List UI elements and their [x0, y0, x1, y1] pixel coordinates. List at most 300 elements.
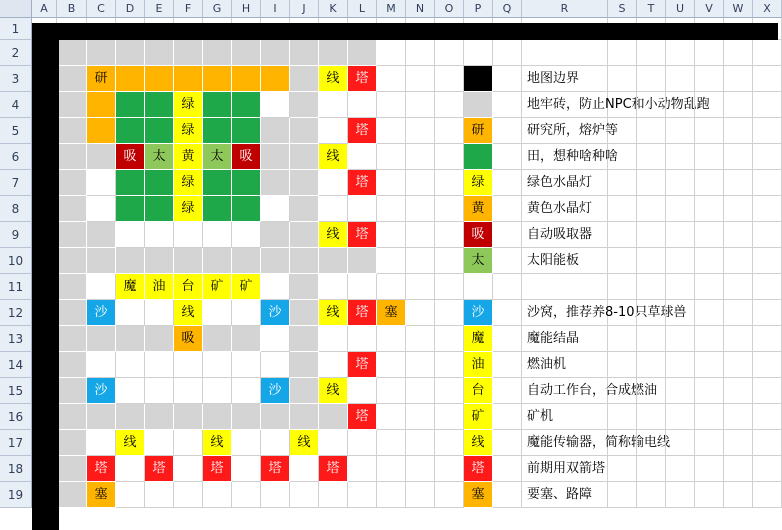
cell-u18[interactable] [666, 456, 695, 482]
cell-o19[interactable] [435, 482, 464, 508]
cell-n15[interactable] [406, 378, 435, 404]
cell-w7[interactable] [724, 170, 753, 196]
cell-n3[interactable] [406, 66, 435, 92]
cell-j3[interactable] [290, 66, 319, 92]
row-header-17[interactable]: 17 [0, 430, 32, 456]
cell-e19[interactable] [145, 482, 174, 508]
cell-l19[interactable] [348, 482, 377, 508]
cell-o7[interactable] [435, 170, 464, 196]
cell-o9[interactable] [435, 222, 464, 248]
cell-t14[interactable] [637, 352, 666, 378]
cell-w14[interactable] [724, 352, 753, 378]
cell-t5[interactable] [637, 118, 666, 144]
cell-u2[interactable] [666, 40, 695, 66]
cell-o13[interactable] [435, 326, 464, 352]
cell-h17[interactable] [232, 430, 261, 456]
cell-h18[interactable] [232, 456, 261, 482]
cell-k3[interactable]: 线 [319, 66, 348, 92]
cell-c4[interactable] [87, 92, 116, 118]
cell-m14[interactable] [377, 352, 406, 378]
cell-d12[interactable] [116, 300, 145, 326]
cell-p13[interactable]: 魔 [464, 326, 493, 352]
cell-m3[interactable] [377, 66, 406, 92]
cell-j12[interactable] [290, 300, 319, 326]
row-header-2[interactable]: 2 [0, 40, 32, 66]
cell-v9[interactable] [695, 222, 724, 248]
cell-p8[interactable]: 黄 [464, 196, 493, 222]
cell-f8[interactable]: 绿 [174, 196, 203, 222]
cell-u4[interactable] [666, 92, 695, 118]
cell-q18[interactable] [493, 456, 522, 482]
cell-l10[interactable] [348, 248, 377, 274]
cell-e5[interactable] [145, 118, 174, 144]
cell-n9[interactable] [406, 222, 435, 248]
cell-h5[interactable] [232, 118, 261, 144]
cell-u17[interactable] [666, 430, 695, 456]
cell-l3[interactable]: 塔 [348, 66, 377, 92]
cell-k16[interactable] [319, 404, 348, 430]
cell-b11[interactable] [57, 274, 87, 300]
cell-c8[interactable] [87, 196, 116, 222]
cell-g11[interactable]: 矿 [203, 274, 232, 300]
cell-k6[interactable]: 线 [319, 144, 348, 170]
cell-p10[interactable]: 太 [464, 248, 493, 274]
row-header-3[interactable]: 3 [0, 66, 32, 92]
cell-d7[interactable] [116, 170, 145, 196]
column-header-x[interactable]: X [753, 0, 782, 18]
cell-p5[interactable]: 研 [464, 118, 493, 144]
cell-x18[interactable] [753, 456, 782, 482]
column-header-q[interactable]: Q [493, 0, 522, 18]
cell-h9[interactable] [232, 222, 261, 248]
cell-n10[interactable] [406, 248, 435, 274]
cell-w4[interactable] [724, 92, 753, 118]
row-header-13[interactable]: 13 [0, 326, 32, 352]
cell-f15[interactable] [174, 378, 203, 404]
cell-x15[interactable] [753, 378, 782, 404]
cell-r7[interactable]: 绿色水晶灯 [522, 170, 608, 196]
cell-j19[interactable] [290, 482, 319, 508]
cell-x11[interactable] [753, 274, 782, 300]
cell-c5[interactable] [87, 118, 116, 144]
cell-p18[interactable]: 塔 [464, 456, 493, 482]
cell-l7[interactable]: 塔 [348, 170, 377, 196]
row-header-18[interactable]: 18 [0, 456, 32, 482]
cell-i8[interactable] [261, 196, 290, 222]
cell-t16[interactable] [637, 404, 666, 430]
cell-l6[interactable] [348, 144, 377, 170]
cell-v6[interactable] [695, 144, 724, 170]
cell-i18[interactable]: 塔 [261, 456, 290, 482]
cell-q17[interactable] [493, 430, 522, 456]
row-header-8[interactable]: 8 [0, 196, 32, 222]
cell-t12[interactable] [637, 300, 666, 326]
cell-v10[interactable] [695, 248, 724, 274]
cell-g6[interactable]: 太 [203, 144, 232, 170]
cell-e13[interactable] [145, 326, 174, 352]
cell-d3[interactable] [116, 66, 145, 92]
cell-e3[interactable] [145, 66, 174, 92]
cell-n8[interactable] [406, 196, 435, 222]
cell-v14[interactable] [695, 352, 724, 378]
cell-f18[interactable] [174, 456, 203, 482]
cell-p2[interactable] [464, 40, 493, 66]
cell-p6[interactable] [464, 144, 493, 170]
column-header-t[interactable]: T [637, 0, 666, 18]
cell-x3[interactable] [753, 66, 782, 92]
cell-q13[interactable] [493, 326, 522, 352]
cell-r19[interactable]: 要塞、路障 [522, 482, 608, 508]
cell-j16[interactable] [290, 404, 319, 430]
cell-i7[interactable] [261, 170, 290, 196]
cell-p3[interactable] [464, 66, 493, 92]
cell-x12[interactable] [753, 300, 782, 326]
cell-r11[interactable] [522, 274, 608, 300]
cell-t3[interactable] [637, 66, 666, 92]
cell-c10[interactable] [87, 248, 116, 274]
cell-k9[interactable]: 线 [319, 222, 348, 248]
cell-u14[interactable] [666, 352, 695, 378]
cell-w10[interactable] [724, 248, 753, 274]
cell-w17[interactable] [724, 430, 753, 456]
cell-r14[interactable]: 燃油机 [522, 352, 608, 378]
cell-u13[interactable] [666, 326, 695, 352]
cell-m10[interactable] [377, 248, 406, 274]
column-header-o[interactable]: O [435, 0, 464, 18]
cell-v5[interactable] [695, 118, 724, 144]
column-header-i[interactable]: I [261, 0, 290, 18]
cell-s5[interactable] [608, 118, 637, 144]
cell-q10[interactable] [493, 248, 522, 274]
row-header-6[interactable]: 6 [0, 144, 32, 170]
cell-j17[interactable]: 线 [290, 430, 319, 456]
cell-l4[interactable] [348, 92, 377, 118]
cell-g18[interactable]: 塔 [203, 456, 232, 482]
cell-d16[interactable] [116, 404, 145, 430]
cell-s17[interactable] [608, 430, 637, 456]
cell-s12[interactable] [608, 300, 637, 326]
cell-f13[interactable]: 吸 [174, 326, 203, 352]
row-header-9[interactable]: 9 [0, 222, 32, 248]
cell-h11[interactable]: 矿 [232, 274, 261, 300]
cell-c14[interactable] [87, 352, 116, 378]
cell-o2[interactable] [435, 40, 464, 66]
column-header-r[interactable]: R [522, 0, 608, 18]
cell-x10[interactable] [753, 248, 782, 274]
cell-c9[interactable] [87, 222, 116, 248]
cell-e18[interactable]: 塔 [145, 456, 174, 482]
cell-q9[interactable] [493, 222, 522, 248]
cell-q5[interactable] [493, 118, 522, 144]
cell-v12[interactable] [695, 300, 724, 326]
cell-k7[interactable] [319, 170, 348, 196]
cell-d6[interactable]: 吸 [116, 144, 145, 170]
cell-d9[interactable] [116, 222, 145, 248]
cell-g2[interactable] [203, 40, 232, 66]
cell-x2[interactable] [753, 40, 782, 66]
cell-l13[interactable] [348, 326, 377, 352]
column-header-c[interactable]: C [87, 0, 116, 18]
cell-g14[interactable] [203, 352, 232, 378]
cell-d10[interactable] [116, 248, 145, 274]
cell-i15[interactable]: 沙 [261, 378, 290, 404]
cell-e4[interactable] [145, 92, 174, 118]
cell-l16[interactable]: 塔 [348, 404, 377, 430]
cell-c6[interactable] [87, 144, 116, 170]
cell-r12[interactable]: 沙窝，推荐养8-10只草球兽 [522, 300, 608, 326]
cell-m7[interactable] [377, 170, 406, 196]
column-header-v[interactable]: V [695, 0, 724, 18]
cell-v18[interactable] [695, 456, 724, 482]
cell-r8[interactable]: 黄色水晶灯 [522, 196, 608, 222]
column-header-k[interactable]: K [319, 0, 348, 18]
cell-s9[interactable] [608, 222, 637, 248]
cell-r3[interactable]: 地图边界 [522, 66, 608, 92]
cell-d8[interactable] [116, 196, 145, 222]
cell-t6[interactable] [637, 144, 666, 170]
cell-v11[interactable] [695, 274, 724, 300]
cell-f17[interactable] [174, 430, 203, 456]
cell-m11[interactable] [377, 274, 406, 300]
cell-q3[interactable] [493, 66, 522, 92]
cell-k17[interactable] [319, 430, 348, 456]
column-header-m[interactable]: M [377, 0, 406, 18]
cell-s11[interactable] [608, 274, 637, 300]
cell-i17[interactable] [261, 430, 290, 456]
cell-k5[interactable] [319, 118, 348, 144]
cell-g8[interactable] [203, 196, 232, 222]
cell-o4[interactable] [435, 92, 464, 118]
row-header-14[interactable]: 14 [0, 352, 32, 378]
cell-t15[interactable] [637, 378, 666, 404]
cell-t19[interactable] [637, 482, 666, 508]
cell-f3[interactable] [174, 66, 203, 92]
cell-k4[interactable] [319, 92, 348, 118]
cell-t7[interactable] [637, 170, 666, 196]
cell-s7[interactable] [608, 170, 637, 196]
cell-u19[interactable] [666, 482, 695, 508]
cell-o3[interactable] [435, 66, 464, 92]
cell-s2[interactable] [608, 40, 637, 66]
cell-d19[interactable] [116, 482, 145, 508]
cell-e17[interactable] [145, 430, 174, 456]
column-header-b[interactable]: B [57, 0, 87, 18]
cell-r10[interactable]: 太阳能板 [522, 248, 608, 274]
cell-g17[interactable]: 线 [203, 430, 232, 456]
cell-g16[interactable] [203, 404, 232, 430]
column-header-n[interactable]: N [406, 0, 435, 18]
cell-p19[interactable]: 塞 [464, 482, 493, 508]
cell-q7[interactable] [493, 170, 522, 196]
cell-i10[interactable] [261, 248, 290, 274]
cell-i2[interactable] [261, 40, 290, 66]
cell-d2[interactable] [116, 40, 145, 66]
cell-i13[interactable] [261, 326, 290, 352]
cell-b3[interactable] [57, 66, 87, 92]
row-header-5[interactable]: 5 [0, 118, 32, 144]
cell-s4[interactable] [608, 92, 637, 118]
cell-m19[interactable] [377, 482, 406, 508]
cell-h8[interactable] [232, 196, 261, 222]
cell-w15[interactable] [724, 378, 753, 404]
cell-w19[interactable] [724, 482, 753, 508]
cell-k15[interactable]: 线 [319, 378, 348, 404]
cell-e16[interactable] [145, 404, 174, 430]
cell-p4[interactable] [464, 92, 493, 118]
column-header-j[interactable]: J [290, 0, 319, 18]
cell-n7[interactable] [406, 170, 435, 196]
cell-c11[interactable] [87, 274, 116, 300]
cell-j10[interactable] [290, 248, 319, 274]
cell-l12[interactable]: 塔 [348, 300, 377, 326]
cell-r2[interactable] [522, 40, 608, 66]
cell-k19[interactable] [319, 482, 348, 508]
cell-h3[interactable] [232, 66, 261, 92]
cell-t13[interactable] [637, 326, 666, 352]
cell-j14[interactable] [290, 352, 319, 378]
cell-x8[interactable] [753, 196, 782, 222]
cell-x7[interactable] [753, 170, 782, 196]
cell-w12[interactable] [724, 300, 753, 326]
cell-f2[interactable] [174, 40, 203, 66]
cell-g15[interactable] [203, 378, 232, 404]
cell-e11[interactable]: 油 [145, 274, 174, 300]
column-header-e[interactable]: E [145, 0, 174, 18]
cell-v19[interactable] [695, 482, 724, 508]
cell-o16[interactable] [435, 404, 464, 430]
cell-b4[interactable] [57, 92, 87, 118]
cell-b7[interactable] [57, 170, 87, 196]
cell-v8[interactable] [695, 196, 724, 222]
cell-b17[interactable] [57, 430, 87, 456]
cell-k8[interactable] [319, 196, 348, 222]
cell-k10[interactable] [319, 248, 348, 274]
cell-f9[interactable] [174, 222, 203, 248]
cell-o15[interactable] [435, 378, 464, 404]
cell-o6[interactable] [435, 144, 464, 170]
cell-e9[interactable] [145, 222, 174, 248]
cell-u10[interactable] [666, 248, 695, 274]
cell-n12[interactable] [406, 300, 435, 326]
cell-r6[interactable]: 田，想种啥种啥 [522, 144, 608, 170]
cell-j9[interactable] [290, 222, 319, 248]
cell-b16[interactable] [57, 404, 87, 430]
cell-p15[interactable]: 台 [464, 378, 493, 404]
cell-c16[interactable] [87, 404, 116, 430]
cell-b13[interactable] [57, 326, 87, 352]
cell-p17[interactable]: 线 [464, 430, 493, 456]
cell-j18[interactable] [290, 456, 319, 482]
cell-m8[interactable] [377, 196, 406, 222]
cell-d4[interactable] [116, 92, 145, 118]
cell-b8[interactable] [57, 196, 87, 222]
cell-u9[interactable] [666, 222, 695, 248]
cell-j8[interactable] [290, 196, 319, 222]
cell-s19[interactable] [608, 482, 637, 508]
cell-x19[interactable] [753, 482, 782, 508]
cell-g19[interactable] [203, 482, 232, 508]
cell-r16[interactable]: 矿机 [522, 404, 608, 430]
cell-b5[interactable] [57, 118, 87, 144]
cell-q14[interactable] [493, 352, 522, 378]
cell-b19[interactable] [57, 482, 87, 508]
cell-h16[interactable] [232, 404, 261, 430]
cell-r13[interactable]: 魔能结晶 [522, 326, 608, 352]
row-header-16[interactable]: 16 [0, 404, 32, 430]
cell-n6[interactable] [406, 144, 435, 170]
cell-l9[interactable]: 塔 [348, 222, 377, 248]
column-header-s[interactable]: S [608, 0, 637, 18]
column-header-h[interactable]: H [232, 0, 261, 18]
cell-p16[interactable]: 矿 [464, 404, 493, 430]
cell-u15[interactable] [666, 378, 695, 404]
cell-r9[interactable]: 自动吸取器 [522, 222, 608, 248]
cell-f4[interactable]: 绿 [174, 92, 203, 118]
row-header-7[interactable]: 7 [0, 170, 32, 196]
cell-g7[interactable] [203, 170, 232, 196]
cell-x16[interactable] [753, 404, 782, 430]
cell-r18[interactable]: 前期用双箭塔 [522, 456, 608, 482]
row-header-11[interactable]: 11 [0, 274, 32, 300]
cell-e12[interactable] [145, 300, 174, 326]
cell-h14[interactable] [232, 352, 261, 378]
column-header-p[interactable]: P [464, 0, 493, 18]
cell-h10[interactable] [232, 248, 261, 274]
cell-j6[interactable] [290, 144, 319, 170]
cell-x14[interactable] [753, 352, 782, 378]
cell-l2[interactable] [348, 40, 377, 66]
cell-m16[interactable] [377, 404, 406, 430]
cell-q6[interactable] [493, 144, 522, 170]
cell-o14[interactable] [435, 352, 464, 378]
column-header-w[interactable]: W [724, 0, 753, 18]
cell-w3[interactable] [724, 66, 753, 92]
cell-v3[interactable] [695, 66, 724, 92]
cell-w16[interactable] [724, 404, 753, 430]
cell-n17[interactable] [406, 430, 435, 456]
cell-o12[interactable] [435, 300, 464, 326]
cell-t18[interactable] [637, 456, 666, 482]
cell-p9[interactable]: 吸 [464, 222, 493, 248]
cell-f14[interactable] [174, 352, 203, 378]
cell-q19[interactable] [493, 482, 522, 508]
cell-r4[interactable]: 地牢砖，防止NPC和小动物乱跑 [522, 92, 608, 118]
cell-o10[interactable] [435, 248, 464, 274]
cell-w8[interactable] [724, 196, 753, 222]
cell-g13[interactable] [203, 326, 232, 352]
cell-s13[interactable] [608, 326, 637, 352]
cell-e8[interactable] [145, 196, 174, 222]
cell-c7[interactable] [87, 170, 116, 196]
cell-s3[interactable] [608, 66, 637, 92]
cell-s6[interactable] [608, 144, 637, 170]
row-header-19[interactable]: 19 [0, 482, 32, 508]
cell-n11[interactable] [406, 274, 435, 300]
cell-q8[interactable] [493, 196, 522, 222]
column-header-l[interactable]: L [348, 0, 377, 18]
cell-j2[interactable] [290, 40, 319, 66]
cell-e2[interactable] [145, 40, 174, 66]
cell-n5[interactable] [406, 118, 435, 144]
cell-q12[interactable] [493, 300, 522, 326]
cell-b10[interactable] [57, 248, 87, 274]
cell-l17[interactable] [348, 430, 377, 456]
column-header-u[interactable]: U [666, 0, 695, 18]
cell-i19[interactable] [261, 482, 290, 508]
cell-r5[interactable]: 研究所，熔炉等 [522, 118, 608, 144]
cell-f16[interactable] [174, 404, 203, 430]
cell-k14[interactable] [319, 352, 348, 378]
